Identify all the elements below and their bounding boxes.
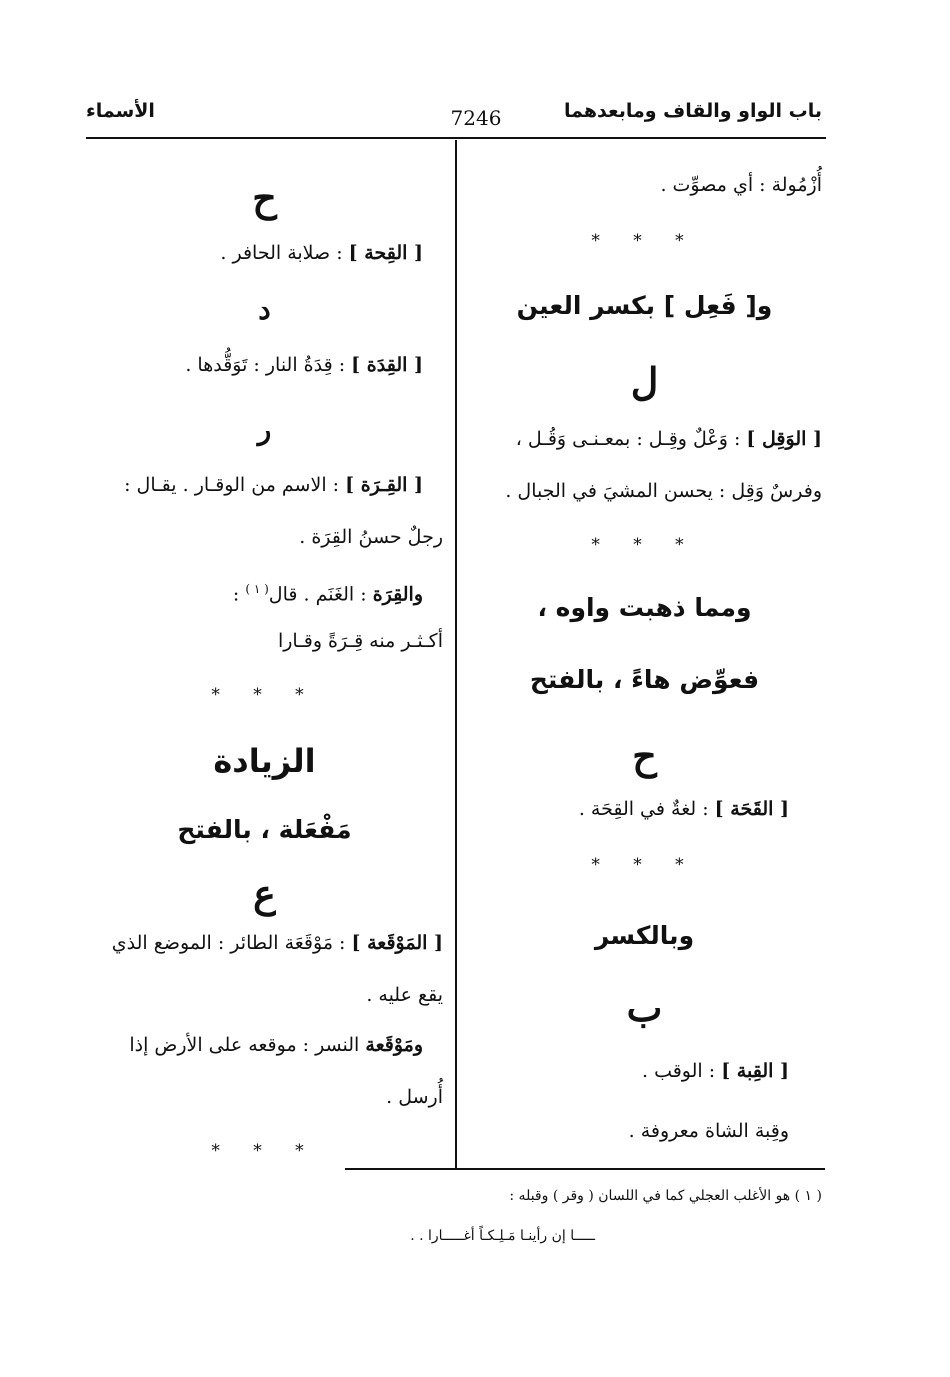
entry-term: [ الوَقِل ] xyxy=(746,428,822,450)
section-separator: * * * xyxy=(211,685,318,705)
section-heading: فعوِّض هاءً ، بالفتح xyxy=(529,665,760,694)
entry-definition: : صلابة الحافر . xyxy=(220,242,343,264)
page-number: 7246 xyxy=(450,106,502,130)
section-heading: ومما ذهبت واوه ، xyxy=(537,593,752,622)
entry-line xyxy=(86,1032,423,1058)
entry-colon: : xyxy=(232,583,240,606)
entry-line: وفرسٌ وَقِل : يحسن المشيَ في الجبال . xyxy=(505,480,822,502)
letter-heading: د xyxy=(258,293,271,326)
entry-line xyxy=(86,576,423,607)
running-head-section: الأسماء xyxy=(86,100,155,122)
footnote-verse: ـــــا إن رأينـا مَـلِـكـاً أغـــــارا . . xyxy=(410,1228,595,1244)
letter-heading: ل xyxy=(630,359,659,404)
entry-definition: : مَوْقَعَة الطائر : الموضع الذي xyxy=(111,932,346,954)
entry-line xyxy=(86,930,443,956)
letter-heading: ع xyxy=(253,871,276,916)
entry-definition: النسر : موقعه على الأرض إذا xyxy=(129,1034,360,1056)
entry-line xyxy=(467,1058,789,1084)
entry-definition: : الغَنَم . قال xyxy=(268,583,367,606)
section-separator: * * * xyxy=(591,231,698,251)
entry-line xyxy=(86,352,423,378)
section-heading: مَفْعَلة ، بالفتح xyxy=(177,815,352,844)
entry-line xyxy=(467,796,789,822)
letter-heading: ح xyxy=(252,175,277,220)
entry-definition: : لغةٌ في القِحَة . xyxy=(578,798,709,820)
letter-heading: ح xyxy=(632,733,657,778)
header-rule xyxy=(86,137,826,139)
section-heading: وبالكسر xyxy=(594,921,695,950)
letter-heading: ر xyxy=(257,413,272,446)
section-separator: * * * xyxy=(211,1141,318,1161)
entry-term: [ المَوْقَعة ] xyxy=(351,932,443,954)
section-heading: الزيادة xyxy=(213,742,316,780)
running-head-chapter: باب الواو والقاف ومابعدهما xyxy=(563,100,822,122)
entry-definition: : الوقب . xyxy=(641,1060,716,1082)
entry-definition: : قِدَةُ النار : تَوَقُّدها . xyxy=(185,354,346,376)
entry-line: أُرسل . xyxy=(386,1086,443,1108)
entry-definition: : الاسم من الوقـار . يقـال : xyxy=(124,474,340,496)
entry-definition: : وَعْلٌ وقِـل : بمعـنـى وَقُـل ، xyxy=(515,428,741,450)
footnote-line: ( ١ ) هو الأغلب العجلي كما في اللسان ( وقر ) وقبله : xyxy=(509,1188,822,1204)
column-divider xyxy=(455,140,457,1168)
entry-line: وقِبة الشاة معروفة . xyxy=(628,1120,789,1142)
section-heading: و[ فَعِل ] بكسر العين xyxy=(516,291,773,320)
letter-heading: ب xyxy=(626,985,663,1030)
entry-line: أُزْمُولة : أي مصوِّت . xyxy=(660,174,822,196)
entry-term: والقِرَة xyxy=(372,583,423,606)
footnote-rule xyxy=(345,1168,825,1170)
entry-line xyxy=(467,426,822,452)
entry-line xyxy=(86,240,423,266)
entry-line xyxy=(86,472,423,498)
verse-line: أكـثـر منه قِـرَةً وقـارا xyxy=(277,630,443,652)
entry-term: [ القِحة ] xyxy=(348,242,423,264)
entry-term: ومَوْقَعة xyxy=(365,1034,423,1056)
entry-term: [ القِبة ] xyxy=(721,1060,789,1082)
footnote-ref: ( ١ ) xyxy=(245,582,269,596)
entry-term: [ القَحَة ] xyxy=(714,798,789,820)
entry-term: [ القِدَة ] xyxy=(351,354,423,376)
entry-term: [ القِـرَة ] xyxy=(345,474,423,496)
entry-line: يقع عليه . xyxy=(366,984,443,1006)
section-separator: * * * xyxy=(591,535,698,555)
section-separator: * * * xyxy=(591,855,698,875)
entry-line: رجلٌ حسنُ القِرَة . xyxy=(299,526,443,548)
